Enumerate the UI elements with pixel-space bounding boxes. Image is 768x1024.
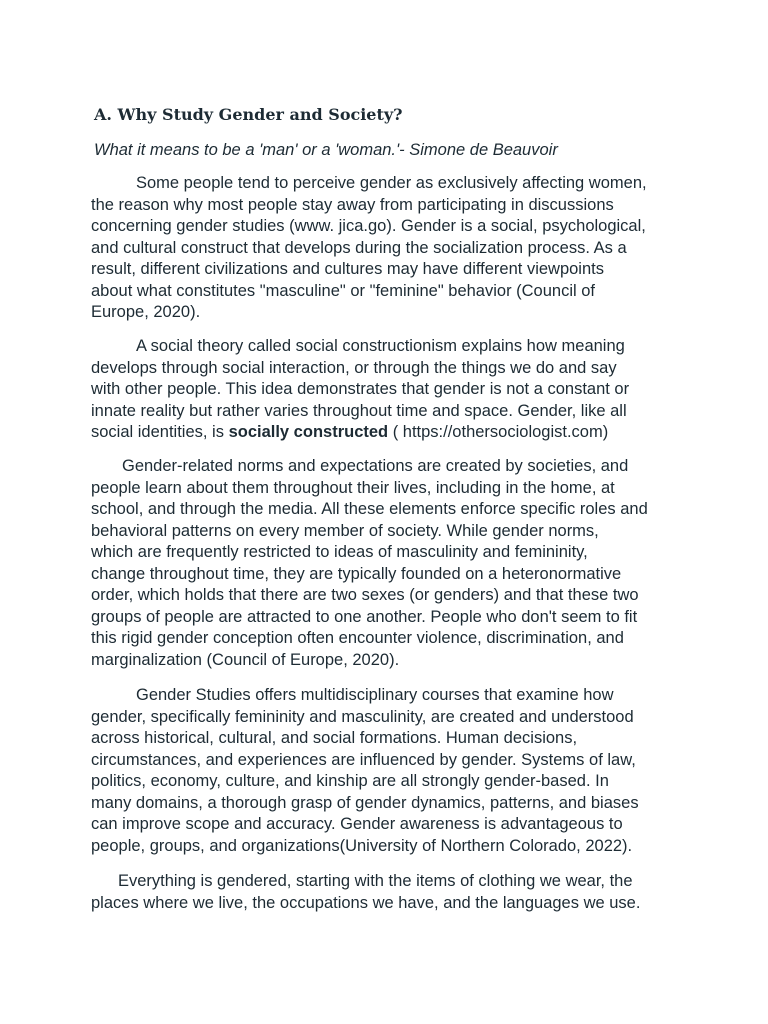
paragraph-line: Gender-related norms and expectations are created by societies, and: [122, 457, 629, 475]
paragraph-line: school, and through the media. All these elements enforce specific roles and: [91, 500, 648, 518]
paragraph-line: change throughout time, they are typically founded on a heteronormative: [91, 564, 622, 583]
paragraph-line: about what constitutes "masculine" or "feminine" behavior (Council of: [91, 281, 596, 300]
paragraph-line: order, which holds that there are two sexes (or genders) and that these two: [91, 586, 639, 604]
citation-link-text: ( https://othersociologist.com): [388, 423, 609, 441]
paragraph-line: can improve scope and accuracy. Gender awareness is advantageous to: [91, 815, 623, 833]
paragraph-line: A social theory called social constructionism explains how meaning: [136, 337, 625, 355]
paragraph-line: Everything is gendered, starting with the items of clothing we wear, the: [118, 872, 633, 890]
paragraph-line: with other people. This idea demonstrates that gender is not a constant or: [91, 380, 630, 398]
epigraph-quote: What it means to be a 'man' or a 'woman.'- Simone de Beauvoir: [94, 141, 558, 159]
paragraph-line: which are frequently restricted to ideas of masculinity and femininity,: [91, 543, 588, 561]
paragraph-line-with-emphasis: [91, 422, 681, 444]
paragraph-4: [91, 685, 681, 857]
paragraph-line: Europe, 2020).: [91, 303, 201, 321]
paragraph-line: groups of people are attracted to one another. People who don't seem to fit: [91, 607, 638, 626]
paragraph-2: [91, 336, 681, 444]
paragraph-line: gender, specifically femininity and masculinity, are created and understood: [91, 707, 634, 726]
line-prefix: social identities, is: [91, 423, 229, 441]
paragraph-5: [91, 871, 681, 914]
paragraph-line: places where we live, the occupations we have, and the languages we use.: [91, 893, 641, 912]
paragraph-line: innate reality but rather varies throughout time and space. Gender, like all: [91, 401, 627, 420]
paragraph-line: politics, economy, culture, and kinship are all strongly gender-based. In: [91, 772, 609, 790]
section-heading: A. Why Study Gender and Society?: [94, 105, 403, 124]
paragraph-line: people, groups, and organizations(University of Northern Colorado, 2022).: [91, 836, 633, 855]
paragraph-1: [91, 173, 681, 324]
paragraph-line: people learn about them throughout their lives, including in the home, at: [91, 478, 615, 497]
paragraph-line: concerning gender studies (www. jica.go). Gender is a social, psychological,: [91, 217, 646, 235]
paragraph-line: circumstances, and experiences are influenced by gender. Systems of law,: [91, 750, 636, 769]
paragraph-line: result, different civilizations and cultures may have different viewpoints: [91, 260, 604, 278]
paragraph-line: Some people tend to perceive gender as exclusively affecting women,: [136, 174, 647, 192]
paragraph-line: behavioral patterns on every member of society. While gender norms,: [91, 521, 599, 540]
paragraph-line: develops through social interaction, or through the things we do and say: [91, 358, 617, 377]
paragraph-line: this rigid gender conception often encounter violence, discrimination, and: [91, 629, 624, 647]
paragraph-3: [91, 456, 681, 671]
paragraph-line: marginalization (Council of Europe, 2020).: [91, 650, 400, 669]
paragraph-line: many domains, a thorough grasp of gender dynamics, patterns, and biases: [91, 793, 639, 812]
paragraph-line: and cultural construct that develops during the socialization process. As a: [91, 238, 627, 257]
paragraph-line: across historical, cultural, and social formations. Human decisions,: [91, 729, 578, 747]
paragraph-line: the reason why most people stay away from participating in discussions: [91, 195, 614, 214]
emphasis-term: socially constructed: [228, 423, 389, 441]
paragraph-line: Gender Studies offers multidisciplinary courses that examine how: [136, 686, 614, 704]
